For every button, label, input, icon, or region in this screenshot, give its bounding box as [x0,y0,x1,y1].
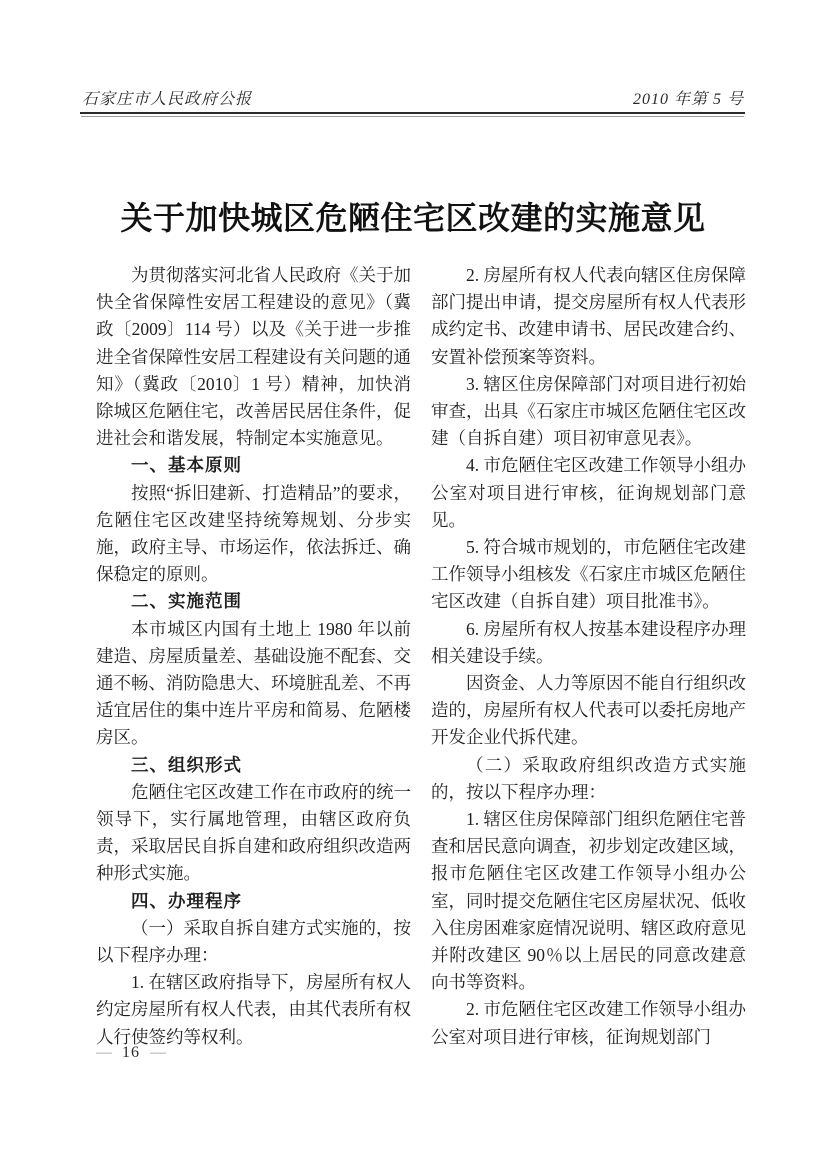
paragraph: 因资金、人力等原因不能自行组织改造的，房屋所有权人代表可以委托房地产开发企业代拆代建。 [431,673,746,748]
paragraph: 4. 市危陋住宅区改建工作领导小组办公室对项目进行审核，征询规划部门意见。 [431,455,746,530]
paragraph: 3. 辖区住房保障部门对项目进行初始审查，出具《石家庄市城区危陋住宅区改建（自拆自建）项目初审意见表》。 [431,373,746,449]
page-number: 16 [122,1044,140,1061]
issue-number: 2010 年第 5 号 [632,91,744,108]
page-header [82,86,744,109]
section-heading: 三、组织形式 [131,754,242,775]
paragraph: 1. 辖区住房保障部门组织危陋住宅普查和居民意向调查，初步划定改建区域，报市危陋住宅区改建工作领导小组办公室，同时提交危陋住宅区房屋状况、低收入住房困难家庭情况说明、辖区政府意见并附改建区 90％以上居民的同意改建意向书等资料。 [431,809,746,993]
section-heading: 四、办理程序 [131,890,242,911]
paragraph: （一）采取自拆自建方式实施的，按以下程序办理： [96,917,411,966]
paragraph: 2. 市危陋住宅区改建工作领导小组办公室对项目进行审核，征询规划部门 [431,999,746,1047]
paragraph: 本市城区内国有土地上 1980 年以前建造、房屋质量差、基础设施不配套、交通不畅、消防隐患大、环境脏乱差、不再适宜居住的集中连片平房和简易、危陋楼房区。 [96,618,411,748]
section-heading: 二、实施范围 [131,591,242,612]
article-body [96,262,746,1054]
paragraph: 1. 在辖区政府指导下，房屋所有权人约定房屋所有权人代表，由其代表所有权人行使签约等权利。 [96,972,411,1047]
paragraph: 2. 房屋所有权人代表向辖区住房保障部门提出申请，提交房屋所有权人代表形成约定书、改建申请书、居民改建合约、安置补偿预案等资料。 [431,265,746,367]
page-number-dash-left: — [96,1044,112,1061]
paragraph: 危陋住宅区改建工作在市政府的统一领导下，实行属地管理，由辖区政府负责，采取居民自拆自建和政府组织改造两种形式实施。 [96,781,411,884]
paragraph: （二）采取政府组织改造方式实施的，按以下程序办理： [431,754,746,802]
paragraph: 6. 房屋所有权人按基本建设程序办理相关建设手续。 [431,618,746,666]
right-column [431,262,746,1054]
journal-title: 石家庄市人民政府公报 [82,91,253,108]
section-heading: 一、基本原则 [131,455,242,476]
paragraph: 5. 符合城市规划的，市危陋住宅改建工作领导小组核发《石家庄市城区危陋住宅区改建（自拆自建）项目批准书》。 [431,537,746,612]
page-footer [96,1044,166,1062]
left-column [96,262,411,1054]
article-title: 关于加快城区危陋住宅区改建的实施意见 [120,200,706,237]
header-rule [80,112,745,115]
page-number-dash-right: — [150,1044,166,1061]
paragraph: 按照“拆旧建新、打造精品”的要求，危陋住宅区改建坚持统筹规划、分步实施，政府主导、市场运作，依法拆迁、确保稳定的原则。 [96,482,411,585]
paragraph: 为贯彻落实河北省人民政府《关于加快全省保障性安居工程建设的意见》（冀政〔2009〕114 号）以及《关于进一步推进全省保障性安居工程建设有关问题的通知》（冀政〔2010〕1 号）精神，加快消除城区危陋住宅，改善居民居住条件，促进社会和谐发展，特制定本实施意见。 [96,265,411,449]
